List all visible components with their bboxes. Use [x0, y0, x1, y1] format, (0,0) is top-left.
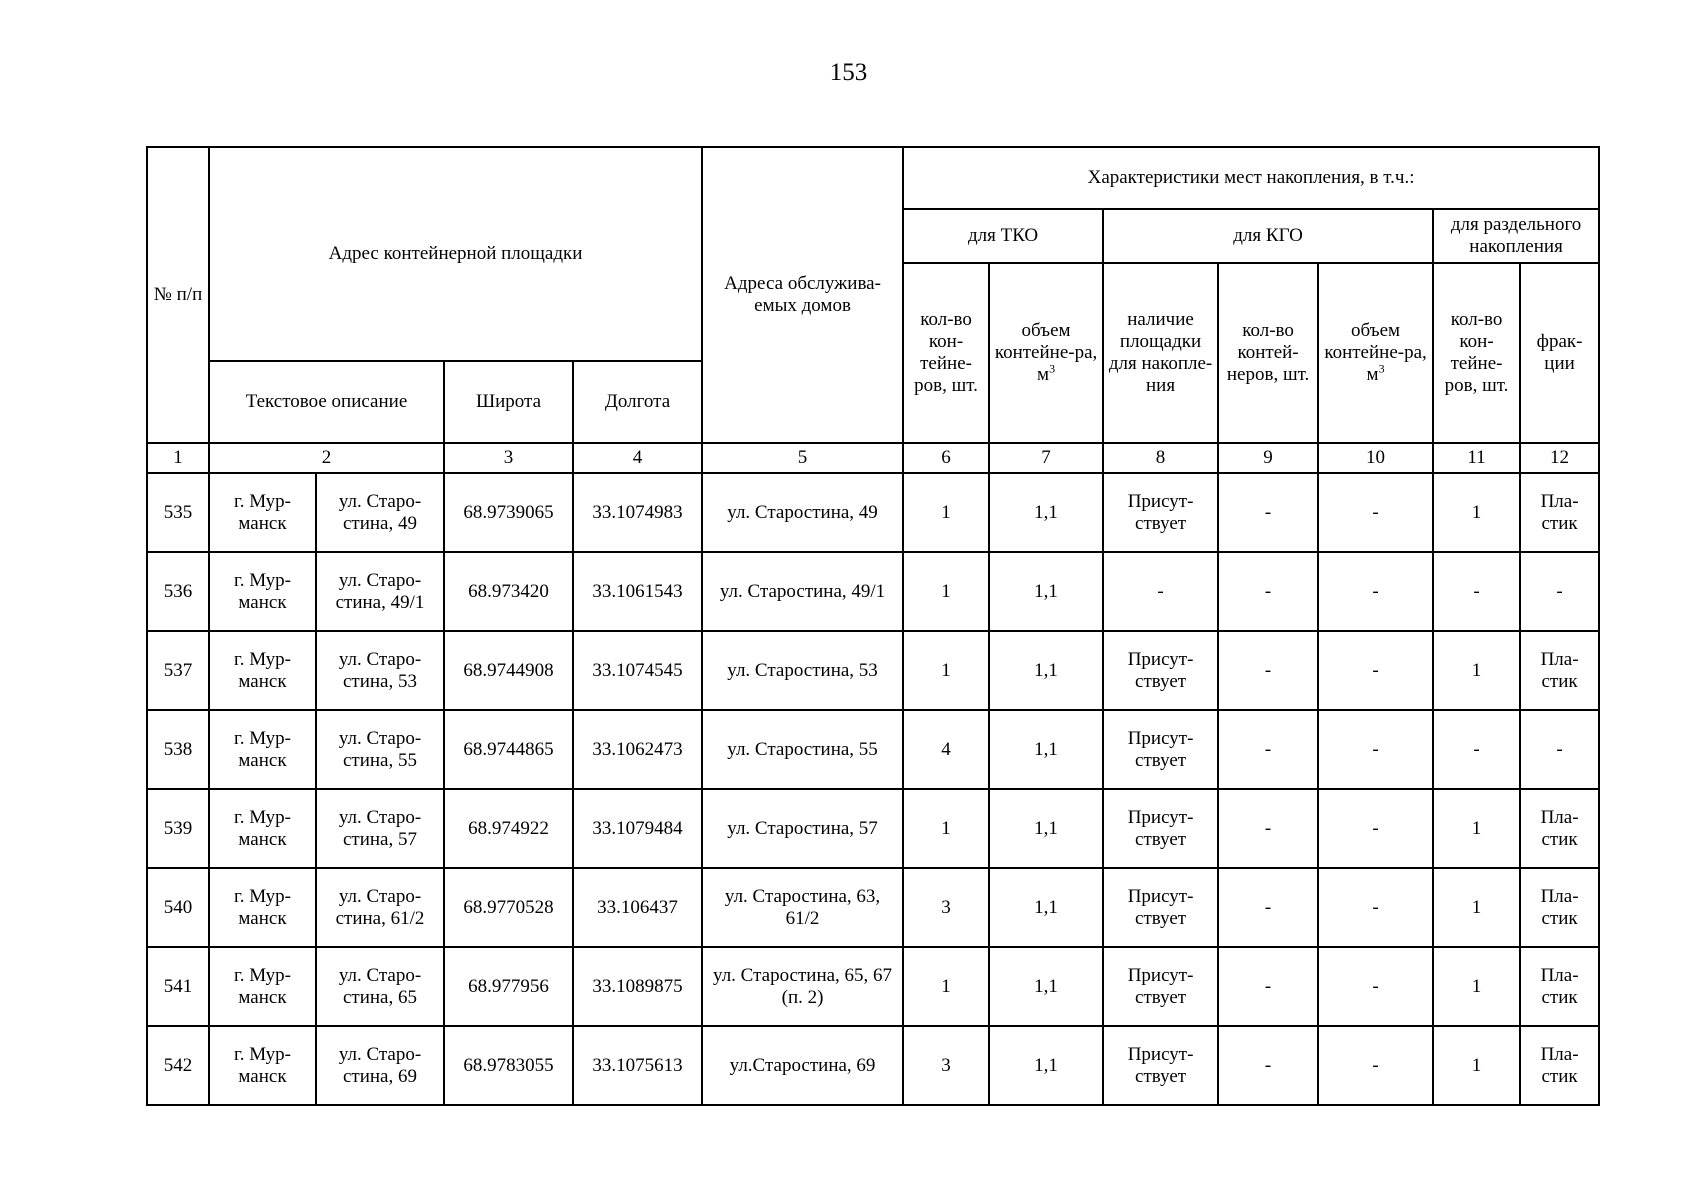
header-served-houses: Адреса обслужива-емых домов — [702, 147, 903, 443]
column-number: 4 — [573, 443, 702, 473]
cell-tko-count: 1 — [903, 552, 989, 631]
cell-tko-count: 1 — [903, 473, 989, 552]
cell-latitude: 68.977956 — [444, 947, 573, 1026]
cell-sep-fraction: Пла-стик — [1520, 789, 1599, 868]
cell-latitude: 68.9770528 — [444, 868, 573, 947]
cell-street: ул. Старо-стина, 49/1 — [316, 552, 444, 631]
cell-sep-count: 1 — [1433, 789, 1520, 868]
column-number: 8 — [1103, 443, 1218, 473]
column-number: 6 — [903, 443, 989, 473]
cell-sep-fraction: Пла-стик — [1520, 1026, 1599, 1105]
cell-tko-count: 1 — [903, 631, 989, 710]
header-sep-fractions: фрак-ции — [1520, 263, 1599, 443]
cell-sep-fraction: Пла-стик — [1520, 473, 1599, 552]
column-number: 11 — [1433, 443, 1520, 473]
cell-tko-count: 3 — [903, 1026, 989, 1105]
header-text-desc: Текстовое описание — [209, 361, 444, 443]
cell-kgo-site: Присут-ствует — [1103, 710, 1218, 789]
cell-sep-count: - — [1433, 552, 1520, 631]
container-sites-table — [146, 146, 1600, 1106]
cell-latitude: 68.9739065 — [444, 473, 573, 552]
cell-kgo-count: - — [1218, 947, 1318, 1026]
cell-city: г. Мур-манск — [209, 710, 316, 789]
cell-sep-count: 1 — [1433, 631, 1520, 710]
column-number: 7 — [989, 443, 1103, 473]
page-number: 153 — [829, 59, 868, 86]
cell-latitude: 68.973420 — [444, 552, 573, 631]
table-row — [147, 947, 1599, 1026]
cell-city: г. Мур-манск — [209, 552, 316, 631]
header-kgo-count: кол-во контей-неров, шт. — [1218, 263, 1318, 443]
cell-houses: ул. Старостина, 57 — [702, 789, 903, 868]
cell-street: ул. Старо-стина, 55 — [316, 710, 444, 789]
header-tko-volume — [989, 263, 1103, 443]
cell-houses: ул. Старостина, 55 — [702, 710, 903, 789]
header-kgo-volume-unit: 3 — [1378, 361, 1385, 376]
cell-tko-count: 4 — [903, 710, 989, 789]
cell-longitude: 33.1089875 — [573, 947, 702, 1026]
cell-kgo-volume: - — [1318, 473, 1433, 552]
cell-num: 538 — [147, 710, 209, 789]
header-kgo: для КГО — [1103, 209, 1433, 263]
cell-street: ул. Старо-стина, 69 — [316, 1026, 444, 1105]
cell-sep-count: 1 — [1433, 1026, 1520, 1105]
cell-houses: ул. Старостина, 53 — [702, 631, 903, 710]
header-kgo-volume-text: объем контейне-ра, м — [1324, 320, 1427, 385]
cell-num: 542 — [147, 1026, 209, 1105]
cell-kgo-count: - — [1218, 710, 1318, 789]
cell-kgo-count: - — [1218, 631, 1318, 710]
cell-tko-volume: 1,1 — [989, 789, 1103, 868]
table-row — [147, 631, 1599, 710]
cell-city: г. Мур-манск — [209, 947, 316, 1026]
cell-longitude: 33.1061543 — [573, 552, 702, 631]
column-number: 2 — [209, 443, 444, 473]
cell-city: г. Мур-манск — [209, 631, 316, 710]
cell-tko-volume: 1,1 — [989, 947, 1103, 1026]
header-num: № п/п — [147, 147, 209, 443]
cell-sep-count: 1 — [1433, 868, 1520, 947]
cell-num: 540 — [147, 868, 209, 947]
cell-tko-count: 1 — [903, 947, 989, 1026]
header-tko-count: кол-во кон-тейне-ров, шт. — [903, 263, 989, 443]
cell-kgo-site: Присут-ствует — [1103, 1026, 1218, 1105]
cell-latitude: 68.974922 — [444, 789, 573, 868]
cell-latitude: 68.9744865 — [444, 710, 573, 789]
cell-houses: ул. Старостина, 49 — [702, 473, 903, 552]
cell-kgo-volume: - — [1318, 947, 1433, 1026]
cell-kgo-volume: - — [1318, 868, 1433, 947]
cell-kgo-volume: - — [1318, 631, 1433, 710]
cell-kgo-volume: - — [1318, 552, 1433, 631]
cell-street: ул. Старо-стина, 57 — [316, 789, 444, 868]
cell-kgo-count: - — [1218, 1026, 1318, 1105]
cell-latitude: 68.9783055 — [444, 1026, 573, 1105]
cell-latitude: 68.9744908 — [444, 631, 573, 710]
cell-sep-fraction: Пла-стик — [1520, 947, 1599, 1026]
cell-houses: ул.Старостина, 69 — [702, 1026, 903, 1105]
header-separate: для раздельного накопления — [1433, 209, 1599, 263]
cell-tko-volume: 1,1 — [989, 868, 1103, 947]
cell-city: г. Мур-манск — [209, 789, 316, 868]
column-number: 5 — [702, 443, 903, 473]
column-number: 1 — [147, 443, 209, 473]
column-number-row — [147, 443, 1599, 473]
cell-houses: ул. Старостина, 65, 67 (п. 2) — [702, 947, 903, 1026]
cell-tko-volume: 1,1 — [989, 710, 1103, 789]
cell-kgo-site: Присут-ствует — [1103, 789, 1218, 868]
header-tko-volume-unit: 3 — [1049, 361, 1056, 376]
header-address-group: Адрес контейнерной площадки — [209, 147, 702, 361]
cell-num: 536 — [147, 552, 209, 631]
cell-sep-count: 1 — [1433, 473, 1520, 552]
column-number: 12 — [1520, 443, 1599, 473]
header-characteristics: Характеристики мест накопления, в т.ч.: — [903, 147, 1599, 209]
cell-num: 541 — [147, 947, 209, 1026]
cell-tko-volume: 1,1 — [989, 631, 1103, 710]
cell-kgo-volume: - — [1318, 789, 1433, 868]
cell-longitude: 33.1074983 — [573, 473, 702, 552]
cell-longitude: 33.106437 — [573, 868, 702, 947]
cell-tko-volume: 1,1 — [989, 1026, 1103, 1105]
cell-street: ул. Старо-стина, 65 — [316, 947, 444, 1026]
table-row — [147, 710, 1599, 789]
cell-longitude: 33.1062473 — [573, 710, 702, 789]
table-row — [147, 473, 1599, 552]
cell-kgo-site: Присут-ствует — [1103, 947, 1218, 1026]
cell-num: 537 — [147, 631, 209, 710]
header-kgo-site: наличие площадки для накопле-ния — [1103, 263, 1218, 443]
cell-street: ул. Старо-стина, 53 — [316, 631, 444, 710]
cell-sep-count: 1 — [1433, 947, 1520, 1026]
header-kgo-volume — [1318, 263, 1433, 443]
cell-kgo-site: Присут-ствует — [1103, 631, 1218, 710]
cell-houses: ул. Старостина, 49/1 — [702, 552, 903, 631]
cell-sep-fraction: Пла-стик — [1520, 631, 1599, 710]
cell-sep-fraction: Пла-стик — [1520, 868, 1599, 947]
cell-sep-count: - — [1433, 710, 1520, 789]
cell-kgo-volume: - — [1318, 710, 1433, 789]
table-row — [147, 552, 1599, 631]
cell-kgo-count: - — [1218, 552, 1318, 631]
column-number: 3 — [444, 443, 573, 473]
table-row — [147, 868, 1599, 947]
cell-num: 535 — [147, 473, 209, 552]
cell-city: г. Мур-манск — [209, 473, 316, 552]
header-tko-volume-text: объем контейне-ра, м — [994, 320, 1098, 385]
header-latitude: Широта — [444, 361, 573, 443]
cell-kgo-count: - — [1218, 868, 1318, 947]
cell-tko-count: 1 — [903, 789, 989, 868]
cell-tko-count: 3 — [903, 868, 989, 947]
header-sep-count: кол-во кон-тейне-ров, шт. — [1433, 263, 1520, 443]
cell-longitude: 33.1075613 — [573, 1026, 702, 1105]
cell-city: г. Мур-манск — [209, 868, 316, 947]
cell-sep-fraction: - — [1520, 710, 1599, 789]
header-tko: для ТКО — [903, 209, 1103, 263]
cell-kgo-count: - — [1218, 789, 1318, 868]
cell-sep-fraction: - — [1520, 552, 1599, 631]
column-number: 10 — [1318, 443, 1433, 473]
cell-tko-volume: 1,1 — [989, 473, 1103, 552]
cell-longitude: 33.1079484 — [573, 789, 702, 868]
header-longitude: Долгота — [573, 361, 702, 443]
cell-houses: ул. Старостина, 63, 61/2 — [702, 868, 903, 947]
column-number: 9 — [1218, 443, 1318, 473]
table-row — [147, 789, 1599, 868]
table-row — [147, 1026, 1599, 1105]
cell-kgo-site: Присут-ствует — [1103, 868, 1218, 947]
cell-street: ул. Старо-стина, 49 — [316, 473, 444, 552]
cell-street: ул. Старо-стина, 61/2 — [316, 868, 444, 947]
cell-longitude: 33.1074545 — [573, 631, 702, 710]
cell-num: 539 — [147, 789, 209, 868]
cell-kgo-site: Присут-ствует — [1103, 473, 1218, 552]
cell-kgo-count: - — [1218, 473, 1318, 552]
cell-tko-volume: 1,1 — [989, 552, 1103, 631]
cell-city: г. Мур-манск — [209, 1026, 316, 1105]
cell-kgo-volume: - — [1318, 1026, 1433, 1105]
cell-kgo-site: - — [1103, 552, 1218, 631]
